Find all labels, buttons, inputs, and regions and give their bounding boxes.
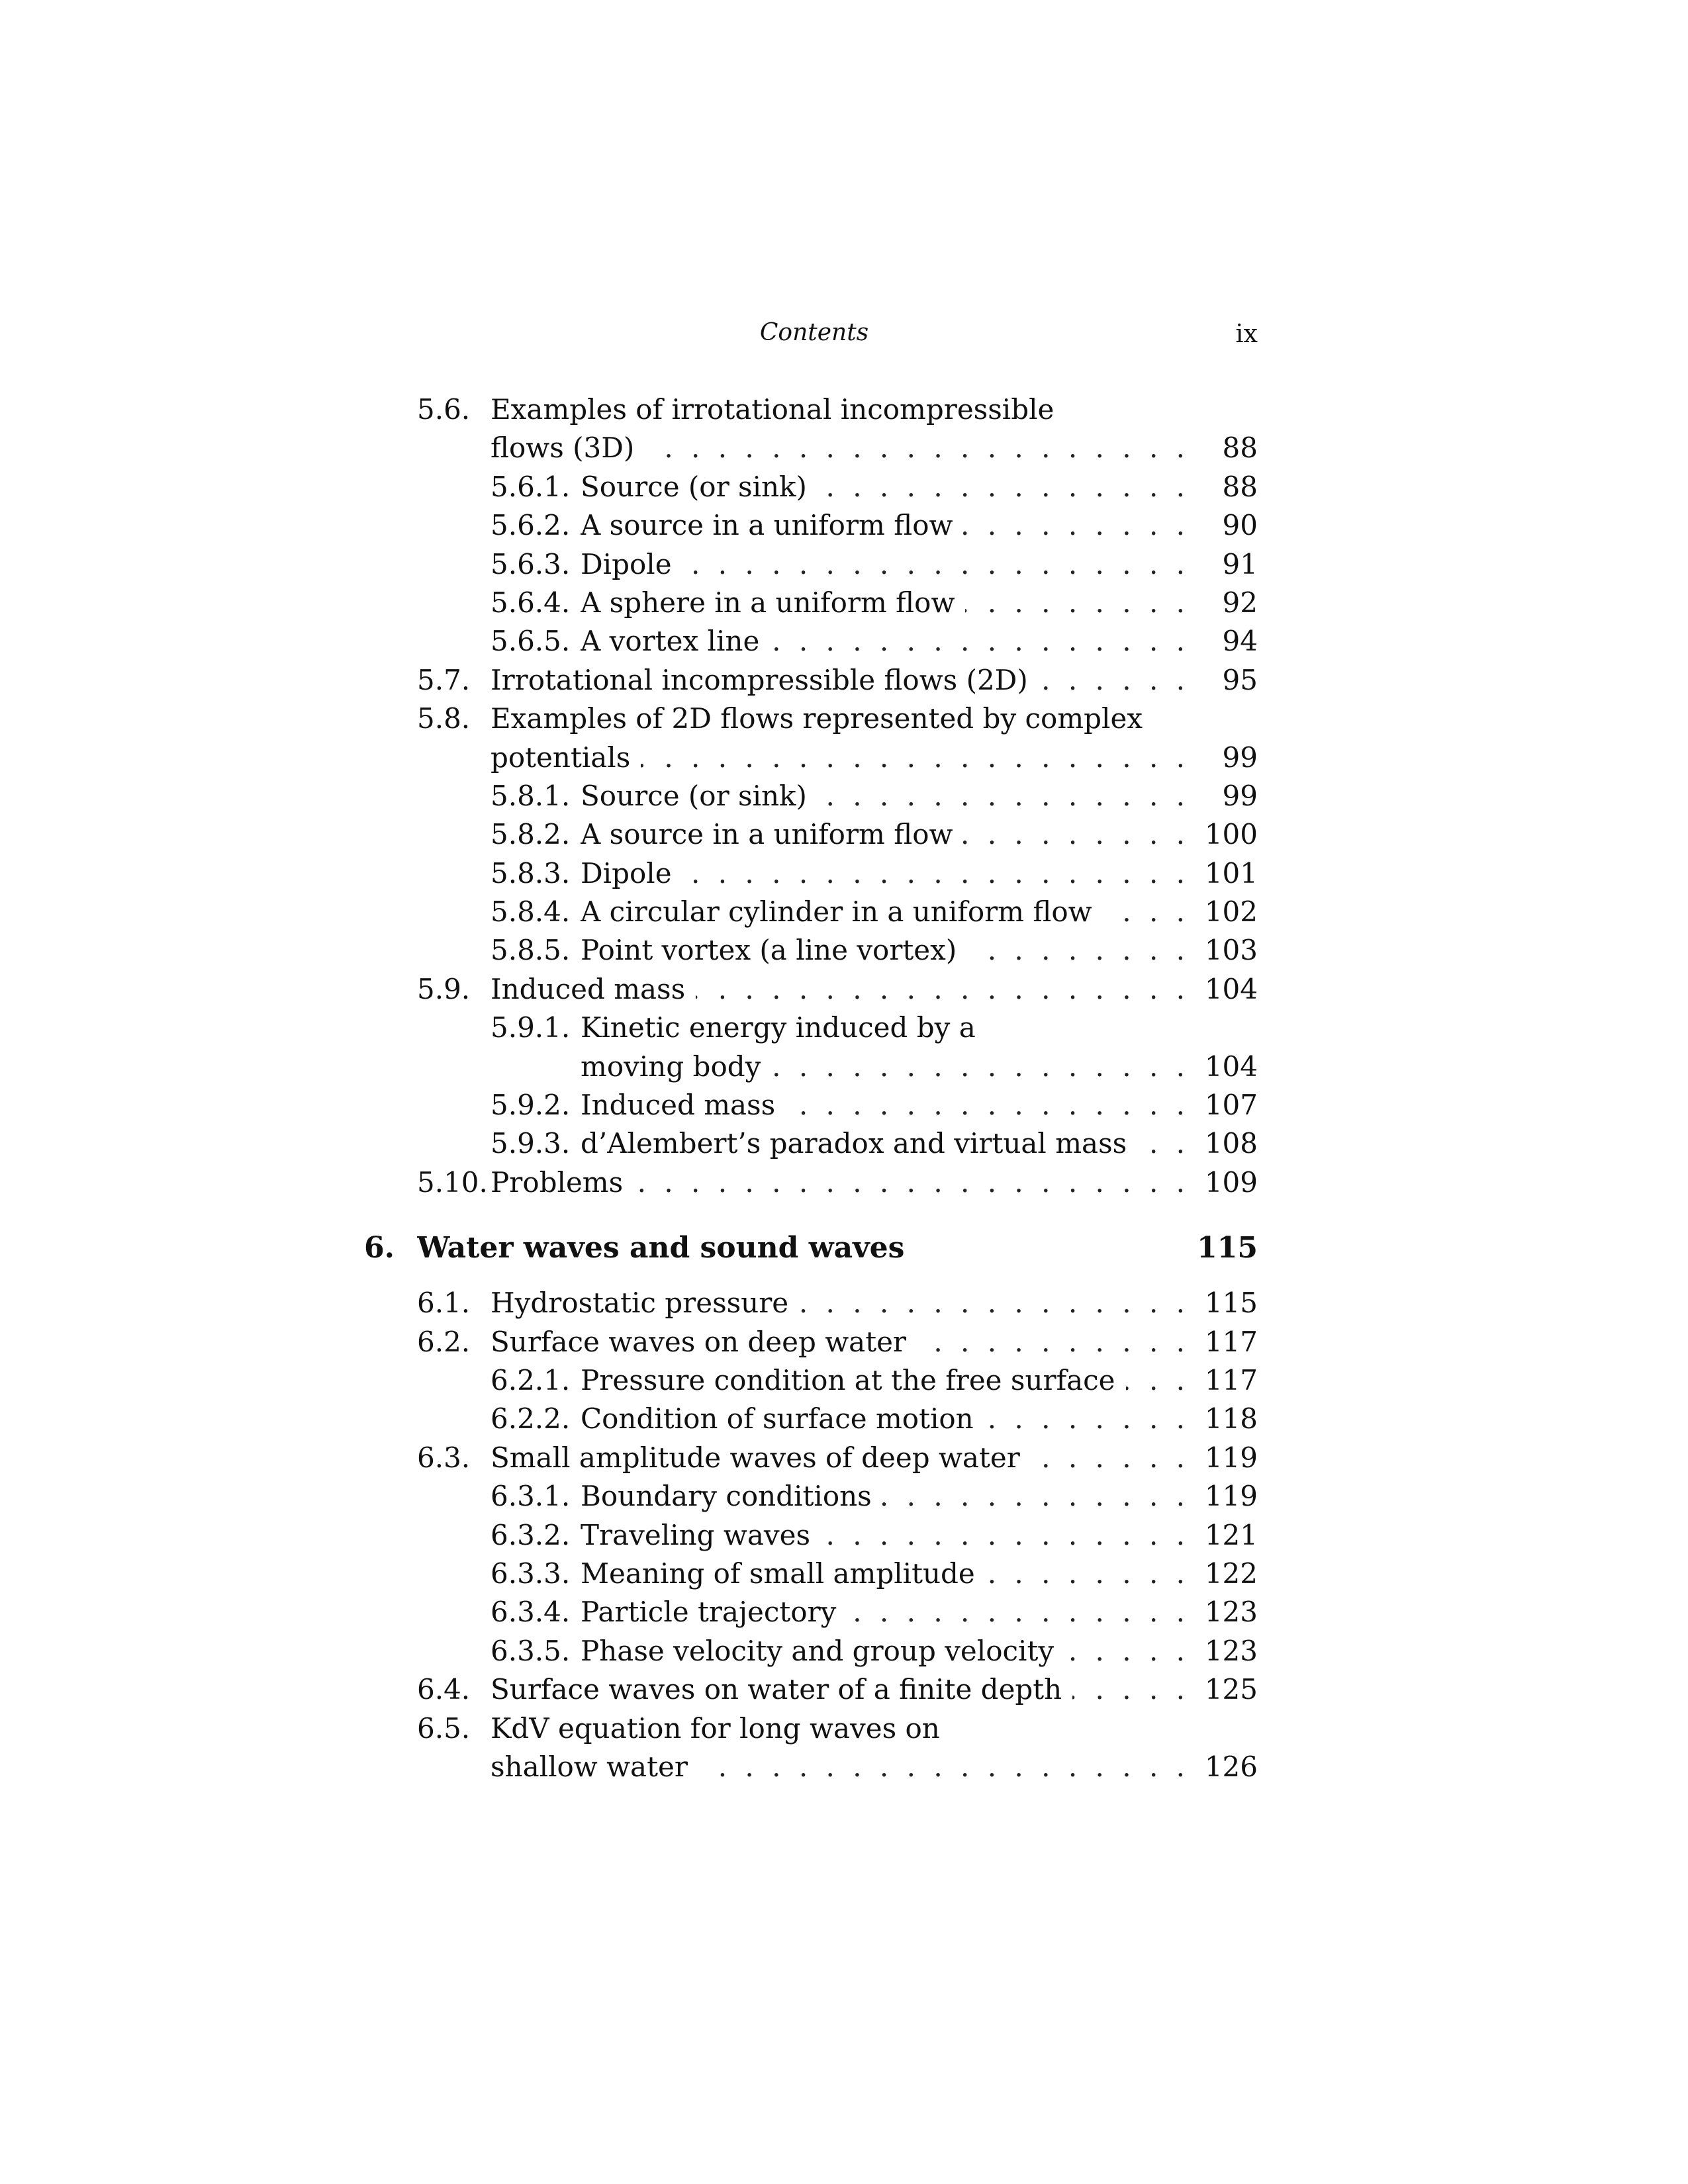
toc-entry[interactable]: [371, 1361, 1258, 1400]
toc-entry-title: Point vortex (a line vortex): [581, 934, 957, 967]
toc-entry-page: 91: [1222, 547, 1258, 580]
toc-entry-title-wrap: [581, 1555, 1185, 1593]
toc-entry[interactable]: [371, 815, 1258, 854]
toc-entry-title: A sphere in a uniform flow: [581, 586, 955, 619]
toc-chapter-heading[interactable]: [364, 1222, 1258, 1275]
toc-entry-title: Hydrostatic pressure: [491, 1287, 789, 1320]
toc-entry-number: 5.10.: [417, 1165, 488, 1199]
toc-entry[interactable]: [371, 1709, 1258, 1748]
toc-entry[interactable]: [371, 1593, 1258, 1631]
toc-entry[interactable]: [371, 429, 1258, 467]
toc-entry-number: 5.8.2.: [491, 818, 571, 851]
dot-leader: [682, 545, 1185, 584]
toc-entry-title-wrap: [491, 429, 1185, 467]
toc-entry-page: 107: [1204, 1089, 1258, 1122]
toc-chapter-6-entries: [371, 1284, 1258, 1786]
dot-leader: [696, 970, 1185, 1009]
toc-section-5-entries: [371, 390, 1258, 1202]
toc-entry-title: Dipole: [581, 547, 672, 580]
toc-entry-page: 99: [1222, 779, 1258, 812]
table-of-contents: [364, 390, 1258, 1786]
toc-entry-number: 5.6.4.: [491, 586, 571, 619]
toc-entry-title: Examples of irrotational incompressible: [491, 393, 1055, 426]
toc-entry-number: 6.2.1.: [491, 1363, 571, 1396]
toc-entry-title: A source in a uniform flow: [581, 818, 953, 851]
toc-entry-title: Irrotational incompressible flows (2D): [491, 663, 1028, 696]
toc-entry-number: 5.6.1.: [491, 470, 571, 503]
dot-leader: [847, 1593, 1185, 1631]
toc-entry-title: Surface waves on deep water: [491, 1325, 907, 1358]
dot-leader: [770, 622, 1185, 660]
toc-entry-number: 5.8.4.: [491, 895, 571, 929]
toc-entry[interactable]: [371, 1124, 1258, 1163]
toc-entry-number: 6.1.: [417, 1287, 471, 1320]
toc-entry-number: 5.8.: [417, 702, 471, 735]
toc-entry-title-wrap: [581, 1009, 1185, 1047]
toc-entry-number: 5.6.: [417, 393, 471, 426]
dot-leader: [821, 1516, 1185, 1555]
running-header: [371, 319, 1258, 359]
toc-entry-title-wrap: [581, 1400, 1185, 1438]
toc-entry-number: 6.2.2.: [491, 1402, 571, 1435]
toc-entry-page: 117: [1204, 1325, 1258, 1358]
toc-entry-page: 88: [1222, 432, 1258, 465]
toc-entry-title-wrap: [491, 970, 1185, 1009]
toc-entry-page: 100: [1204, 818, 1258, 851]
toc-entry-page: 103: [1204, 934, 1258, 967]
toc-entry-page: 94: [1222, 625, 1258, 658]
toc-entry-page: 122: [1204, 1557, 1258, 1590]
toc-entry[interactable]: [371, 893, 1258, 931]
toc-entry-title-wrap: [581, 815, 1185, 854]
toc-entry-number: 5.6.3.: [491, 547, 571, 580]
toc-entry-number: 5.6.5.: [491, 625, 571, 658]
toc-entry-page: 104: [1204, 1050, 1258, 1083]
toc-entry-title: Surface waves on water of a finite depth: [491, 1673, 1062, 1706]
toc-entry-title: Examples of 2D flows represented by complex: [491, 702, 1143, 735]
toc-entry-title: Induced mass: [491, 972, 686, 1005]
toc-entry-title-wrap: [581, 1593, 1185, 1631]
toc-entry[interactable]: [371, 970, 1258, 1009]
toc-entry-page: 102: [1204, 895, 1258, 929]
toc-entry-title: Boundary conditions: [581, 1480, 872, 1513]
toc-entry-page: 123: [1204, 1634, 1258, 1667]
toc-entry-number: 5.9.: [417, 972, 471, 1005]
toc-entry[interactable]: [371, 854, 1258, 893]
dot-leader: [682, 854, 1185, 893]
toc-entry-title-wrap: [491, 1284, 1185, 1322]
toc-entry-title-wrap: [491, 1709, 1185, 1748]
toc-entry[interactable]: [371, 1163, 1258, 1202]
toc-entry-title-wrap: [581, 1516, 1185, 1555]
toc-entry-title-wrap: [581, 584, 1185, 622]
dot-leader: [963, 506, 1185, 545]
toc-entry-number: 5.8.3.: [491, 856, 571, 889]
toc-entry-page: 99: [1222, 741, 1258, 774]
dot-leader: [771, 1048, 1185, 1086]
toc-entry[interactable]: [371, 1748, 1258, 1786]
toc-entry[interactable]: [371, 622, 1258, 660]
toc-entry[interactable]: [371, 1086, 1258, 1124]
toc-entry-title: Particle trajectory: [581, 1596, 837, 1629]
toc-entry-title: Pressure condition at the free surface: [581, 1363, 1115, 1396]
dot-leader: [917, 1323, 1185, 1361]
toc-entry-title-wrap: [581, 622, 1185, 660]
dot-leader: [882, 1477, 1185, 1516]
dot-leader: [818, 468, 1185, 506]
toc-entry-title: flows (3D): [491, 432, 635, 465]
toc-entry-number: 6.5.: [417, 1711, 471, 1745]
dot-leader: [1137, 1124, 1185, 1163]
toc-entry-title: A vortex line: [581, 625, 760, 658]
toc-entry-page: 119: [1204, 1480, 1258, 1513]
toc-entry-page: 104: [1204, 972, 1258, 1005]
toc-entry[interactable]: [371, 739, 1258, 777]
toc-entry[interactable]: [371, 777, 1258, 815]
toc-entry-title: Source (or sink): [581, 779, 807, 812]
dot-leader: [799, 1284, 1185, 1322]
dot-leader: [1072, 1670, 1185, 1709]
toc-entry-number: 5.9.2.: [491, 1089, 571, 1122]
toc-entry-page: 88: [1222, 470, 1258, 503]
toc-entry-page: 101: [1204, 856, 1258, 889]
toc-entry[interactable]: [371, 1632, 1258, 1670]
toc-entry-title-wrap: [491, 661, 1185, 700]
toc-entry-number: 5.6.2.: [491, 509, 571, 542]
toc-entry-title: Induced mass: [581, 1089, 776, 1122]
toc-entry-title: Dipole: [581, 856, 672, 889]
toc-entry[interactable]: [371, 1400, 1258, 1438]
toc-entry-title-wrap: [581, 506, 1185, 545]
dot-leader: [967, 931, 1185, 970]
dot-leader: [1064, 1632, 1185, 1670]
dot-leader: [965, 584, 1185, 622]
toc-entry-title-wrap: [581, 777, 1185, 815]
toc-entry-title: KdV equation for long waves on: [491, 1711, 940, 1745]
toc-entry-title-wrap: [581, 1632, 1185, 1670]
toc-entry-title: potentials: [491, 741, 631, 774]
toc-entry[interactable]: [371, 700, 1258, 738]
toc-entry-title-wrap: [491, 1748, 1185, 1786]
chapter-number: 6.: [364, 1231, 395, 1265]
toc-entry[interactable]: [371, 1516, 1258, 1555]
dot-leader: [818, 777, 1185, 815]
toc-entry-page: 123: [1204, 1596, 1258, 1629]
toc-entry-number: 6.2.: [417, 1325, 471, 1358]
toc-entry-title-wrap: [491, 700, 1185, 738]
toc-entry-title-wrap: [491, 1323, 1185, 1361]
toc-entry-title-wrap: [581, 1048, 1185, 1086]
toc-entry-page: 115: [1204, 1287, 1258, 1320]
toc-entry-title: shallow water: [491, 1750, 688, 1783]
toc-entry-page: 118: [1204, 1402, 1258, 1435]
toc-entry-page: 117: [1204, 1363, 1258, 1396]
toc-entry[interactable]: [371, 545, 1258, 584]
toc-entry-number: 5.8.5.: [491, 934, 571, 967]
toc-entry[interactable]: [371, 1555, 1258, 1593]
toc-entry-page: 125: [1204, 1673, 1258, 1706]
dot-leader: [1039, 661, 1185, 700]
toc-entry-title-wrap: [491, 1439, 1185, 1477]
page-number: ix: [1235, 319, 1258, 348]
dot-leader: [698, 1748, 1185, 1786]
toc-entry[interactable]: [371, 661, 1258, 700]
dot-leader: [1103, 893, 1185, 931]
toc-entry-page: 121: [1204, 1518, 1258, 1551]
toc-entry-number: 6.3.3.: [491, 1557, 571, 1590]
toc-entry[interactable]: [371, 584, 1258, 622]
chapter-title: Water waves and sound waves: [417, 1231, 905, 1265]
toc-entry-title-wrap: [581, 931, 1185, 970]
toc-entry-title: d’Alembert’s paradox and virtual mass: [581, 1127, 1127, 1160]
toc-entry-title-wrap: [581, 1124, 1185, 1163]
toc-entry-title-wrap: [581, 1477, 1185, 1516]
toc-entry-page: 108: [1204, 1127, 1258, 1160]
toc-entry[interactable]: [371, 1439, 1258, 1477]
toc-entry[interactable]: [371, 468, 1258, 506]
toc-entry-title-wrap: [581, 468, 1185, 506]
toc-entry[interactable]: [371, 1009, 1258, 1047]
toc-entry-number: 6.3.2.: [491, 1518, 571, 1551]
dot-leader: [786, 1086, 1185, 1124]
toc-entry-page: 109: [1204, 1165, 1258, 1199]
toc-entry-title-wrap: [491, 390, 1185, 429]
toc-entry-number: 5.9.1.: [491, 1011, 571, 1044]
toc-entry[interactable]: [371, 1323, 1258, 1361]
toc-entry-title: Kinetic energy induced by a: [581, 1011, 976, 1044]
dot-leader: [645, 429, 1185, 467]
toc-entry-title: Meaning of small amplitude: [581, 1557, 975, 1590]
toc-entry-number: 6.3.: [417, 1441, 471, 1474]
toc-entry-title-wrap: [491, 1670, 1185, 1709]
toc-entry-number: 6.4.: [417, 1673, 471, 1706]
dot-leader: [963, 815, 1185, 854]
dot-leader: [1031, 1439, 1185, 1477]
toc-entry-title: Condition of surface motion: [581, 1402, 974, 1435]
toc-entry-number: 6.3.1.: [491, 1480, 571, 1513]
toc-entry-title-wrap: [581, 854, 1185, 893]
toc-entry-title: moving body: [581, 1050, 761, 1083]
toc-entry-number: 5.9.3.: [491, 1127, 571, 1160]
toc-entry-title: Traveling waves: [581, 1518, 810, 1551]
toc-entry[interactable]: [371, 1477, 1258, 1516]
toc-entry-page: 126: [1204, 1750, 1258, 1783]
toc-entry[interactable]: [371, 1048, 1258, 1086]
toc-entry-title: A source in a uniform flow: [581, 509, 953, 542]
toc-entry-title: Small amplitude waves of deep water: [491, 1441, 1020, 1474]
dot-leader: [986, 1555, 1185, 1593]
toc-entry-title-wrap: [581, 545, 1185, 584]
toc-entry-page: 95: [1222, 663, 1258, 696]
toc-entry[interactable]: [371, 1670, 1258, 1709]
toc-entry-title-wrap: [581, 893, 1185, 931]
toc-entry[interactable]: [371, 931, 1258, 970]
toc-entry[interactable]: [371, 1284, 1258, 1322]
toc-entry-title: A circular cylinder in a uniform flow: [581, 895, 1092, 929]
toc-entry-page: 90: [1222, 509, 1258, 542]
toc-entry-title: Problems: [491, 1165, 624, 1199]
toc-entry-title: Phase velocity and group velocity: [581, 1634, 1055, 1667]
toc-entry-title: Source (or sink): [581, 470, 807, 503]
toc-entry-number: 6.3.5.: [491, 1634, 571, 1667]
toc-entry-number: 6.3.4.: [491, 1596, 571, 1629]
toc-entry[interactable]: [371, 506, 1258, 545]
running-header-title: Contents: [759, 319, 869, 346]
toc-entry-number: 5.8.1.: [491, 779, 571, 812]
dot-leader: [984, 1400, 1185, 1438]
toc-entry-title-wrap: [581, 1361, 1185, 1400]
dot-leader: [1126, 1361, 1185, 1400]
dot-leader: [641, 739, 1185, 777]
toc-entry-title-wrap: [491, 1163, 1185, 1202]
chapter-page: 115: [1197, 1231, 1258, 1265]
dot-leader: [633, 1163, 1185, 1202]
toc-entry-page: 92: [1222, 586, 1258, 619]
toc-entry-number: 5.7.: [417, 663, 471, 696]
toc-entry[interactable]: [371, 390, 1258, 429]
toc-entry-title-wrap: [491, 739, 1185, 777]
toc-entry-page: 119: [1204, 1441, 1258, 1474]
toc-entry-title-wrap: [581, 1086, 1185, 1124]
